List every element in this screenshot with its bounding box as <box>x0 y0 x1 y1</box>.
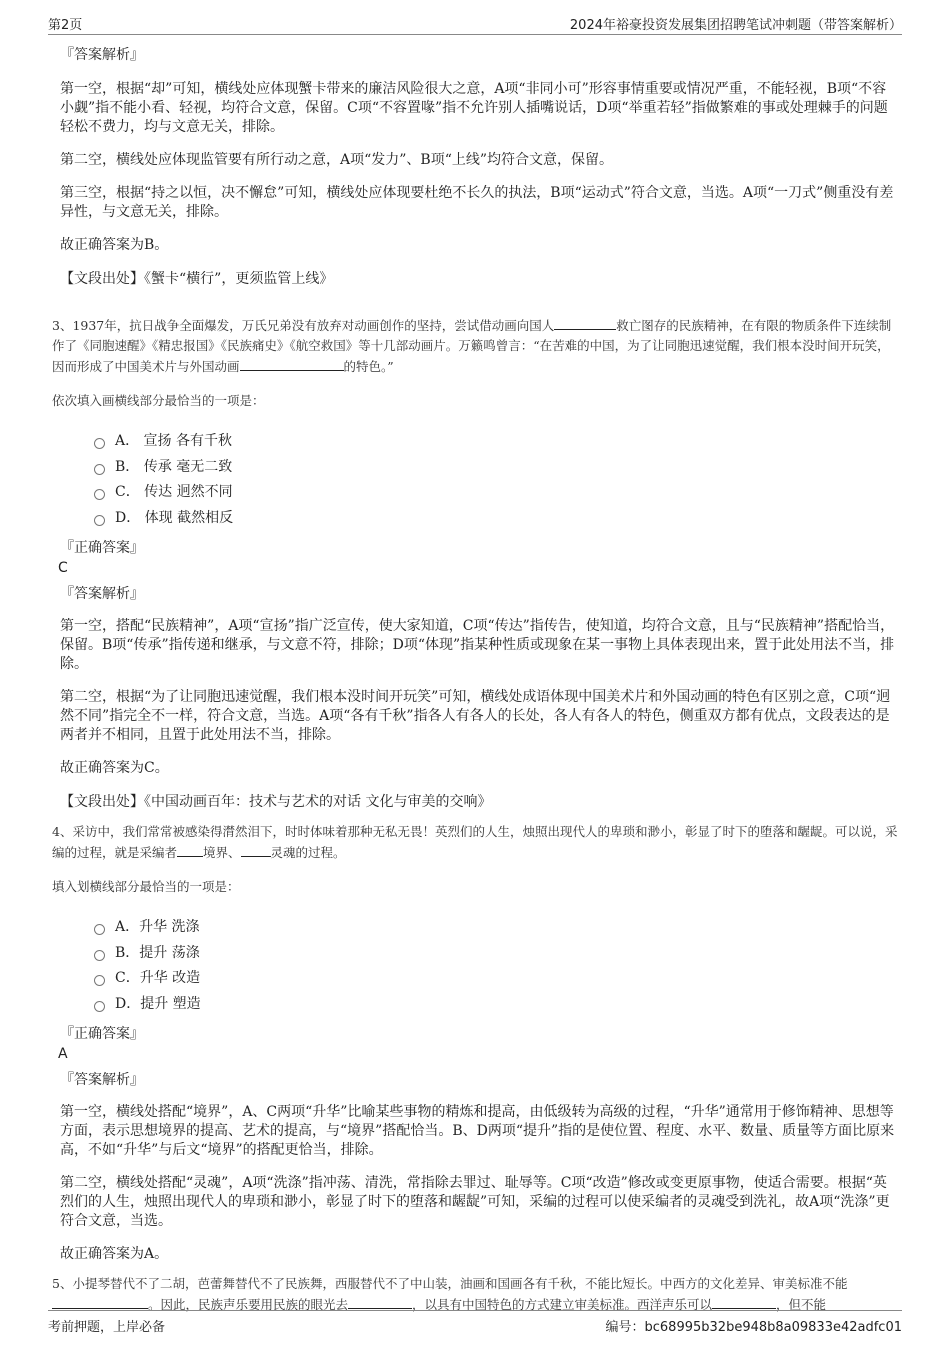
correct-answer-heading: 『正确答案』 <box>60 1026 144 1042</box>
analysis-conclusion: 故正确答案为A。 <box>60 1246 169 1262</box>
radio-icon[interactable] <box>94 950 105 961</box>
option-b[interactable]: B． 传承 毫无二致 <box>94 455 900 481</box>
page-header <box>48 12 902 35</box>
answer-blank <box>554 315 616 330</box>
analysis-paragraph: 第一空，根据“却”可知，横线处应体现蟹卡带来的廉洁风险很大之意，A项“非同小可”形容事情重要或情况严重，不能轻视，B项“不容小觑”指不能小看、轻视，均符合文意，保留。C项“不容置喙”指不允许别人插嘴说话，D项“举重若轻”指做繁难的事或处理棘手的问题轻松不费力，均与文意无关，排除。 <box>60 81 888 135</box>
document-id: 编号：bc68995b32be948b8a09833e42adfc01 <box>605 1320 902 1335</box>
analysis-paragraph: 第二空，横线处应体现监管要有所行动之意，A项“发力”、B项“上线”均符合文意，保留。 <box>60 152 614 168</box>
analysis-heading: 『答案解析』 <box>60 47 144 63</box>
analysis-paragraph: 第二空，横线处搭配“灵魂”，A项“洗涤”指冲荡、清洗，常指除去罪过、耻辱等。C项“改造”修改或变更原事物，使适合需要。根据“英烈们的人生，烛照出现代人的卑琐和渺小，彰显了时下的堕落和龌龊”可知，采编的过程可以使采编者的灵魂受到洗礼，故A项“洗涤”更符合文意，当选。 <box>60 1175 890 1229</box>
page-number: 第2页 <box>48 18 83 33</box>
question-stem: 4、采访中，我们常常被感染得潸然泪下，时时体味着那种无私无畏！英烈们的人生，烛照出现代人的卑琐和渺小，彰显了时下的堕落和龌龊。可以说，采编的过程，就是采编者 境界、 灵魂的过程。 <box>52 824 898 860</box>
option-b[interactable]: B．提升 荡涤 <box>94 941 900 967</box>
answer-blank <box>52 1294 148 1309</box>
option-d[interactable]: D．提升 塑造 <box>94 992 900 1018</box>
radio-icon[interactable] <box>94 1001 105 1012</box>
option-d[interactable]: D． 体现 截然相反 <box>94 506 900 532</box>
question-stem: 3、1937年，抗日战争全面爆发，万氏兄弟没有放弃对动画创作的坚持，尝试借动画向国人 救亡图存的民族精神，在有限的物质条件下连续制作了《同胞速醒》《精忠报国》《民族痛史》《航空救国》等十几部动画片。万籁鸣曾言：“在苦难的中国，为了让同胞迅速觉醒，我们根本没时间开玩笑，因而形成了中国美术片与外国动画 的特色。” <box>52 315 900 377</box>
analysis-heading: 『答案解析』 <box>60 1072 144 1088</box>
radio-icon[interactable] <box>94 975 105 986</box>
option-c[interactable]: C． 传达 迥然不同 <box>94 480 900 506</box>
correct-answer: C <box>58 560 68 576</box>
radio-icon[interactable] <box>94 464 105 475</box>
analysis-conclusion: 故正确答案为B。 <box>60 237 169 253</box>
radio-icon[interactable] <box>94 489 105 500</box>
correct-answer-heading: 『正确答案』 <box>60 540 144 556</box>
page-footer <box>48 1310 902 1337</box>
footer-slogan: 考前押题，上岸必备 <box>48 1320 166 1335</box>
analysis-paragraph: 第一空，横线处搭配“境界”，A、C两项“升华”比喻某些事物的精炼和提高，由低级转为高级的过程，“升华”通常用于修饰精神、思想等方面，表示思想境界的提高、艺术的提高，与“境界”搭配恰当。B、D两项“提升”指的是使位置、程度、水平、数量、质量等方面比原来高，不如“升华”与后文“境界”的搭配更恰当，排除。 <box>60 1104 895 1158</box>
option-a[interactable]: A．升华 洗涤 <box>94 915 900 941</box>
option-list <box>94 429 900 531</box>
radio-icon[interactable] <box>94 924 105 935</box>
analysis-paragraph: 第一空，搭配“民族精神”，A项“宣扬”指广泛宣传，使大家知道，C项“传达”指传告，使知道，均符合文意，且与“民族精神”搭配恰当，保留。B项“传承”指传递和继承，与文意不符，排除；D项“体现”指某种性质或现象在某一事物上具体表现出来，置于此处用法不当，排除。 <box>60 618 895 672</box>
radio-icon[interactable] <box>94 515 105 526</box>
answer-blank <box>241 842 271 857</box>
question-prompt: 填入划横线部分最恰当的一项是： <box>52 879 240 894</box>
option-c[interactable]: C．升华 改造 <box>94 966 900 992</box>
document-body <box>52 44 900 1329</box>
option-a[interactable]: A． 宣扬 各有千秋 <box>94 429 900 455</box>
answer-blank <box>177 842 203 857</box>
source-citation: 【文段出处】《中国动画百年：技术与艺术的对话 文化与审美的交响》 <box>60 794 492 810</box>
analysis-paragraph: 第三空，根据“持之以恒，决不懈怠”可知，横线处应体现要杜绝不长久的执法，B项“运动式”符合文意，当选。A项“一刀式”侧重没有差异性，与文意无关，排除。 <box>60 185 894 220</box>
question-prompt: 依次填入画横线部分最恰当的一项是： <box>52 393 265 408</box>
radio-icon[interactable] <box>94 438 105 449</box>
answer-blank <box>240 356 344 371</box>
analysis-conclusion: 故正确答案为C。 <box>60 760 169 776</box>
option-list <box>94 915 900 1017</box>
analysis-paragraph: 第二空，根据“为了让同胞迅速觉醒，我们根本没时间开玩笑”可知，横线处成语体现中国美术片和外国动画的特色有区别之意，C项“迥然不同”指完全不一样，符合文意，当选。A项“各有千秋”指各人有各人的长处，各人有各人的特色，侧重双方都有优点，文段表达的是两者并不相同，且置于此处用法不当，排除。 <box>60 689 891 743</box>
correct-answer: A <box>58 1046 68 1062</box>
document-title: 2024年裕豪投资发展集团招聘笔试冲刺题（带答案解析） <box>569 18 902 33</box>
answer-blank <box>348 1294 412 1309</box>
source-citation: 【文段出处】《蟹卡“横行”，更须监管上线》 <box>60 271 334 287</box>
analysis-heading: 『答案解析』 <box>60 586 144 602</box>
answer-blank <box>712 1294 776 1309</box>
question-stem: 5、小提琴替代不了二胡，芭蕾舞替代不了民族舞，西服替代不了中山装，油画和国画各有千秋，不能比短长。中西方的文化差异、审美标准不能。因此，民族声乐要用民族的眼光去 ，以具有中国特色的方式建立审美标准。西洋声乐可以 ，但不能 <box>52 1276 848 1312</box>
